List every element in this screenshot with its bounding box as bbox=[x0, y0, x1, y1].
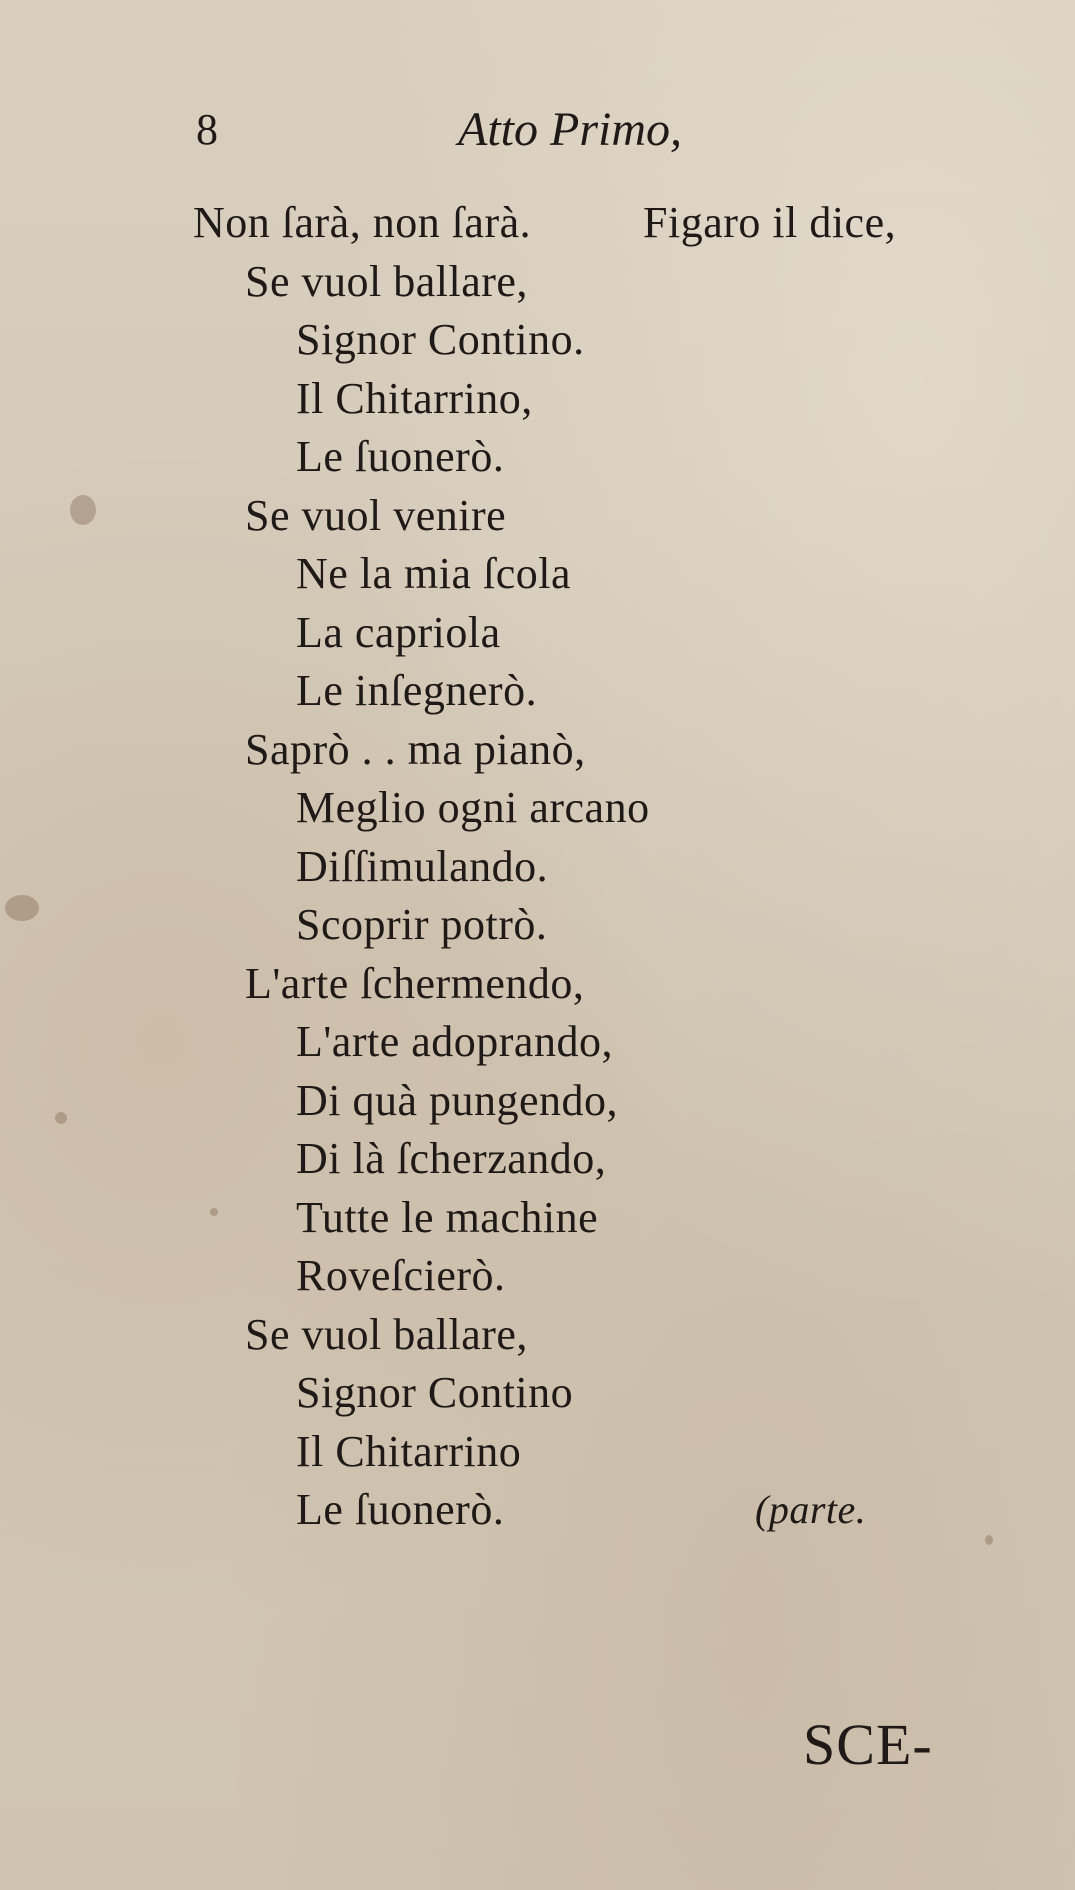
verse-line-text: Le ſuonerò. bbox=[296, 432, 505, 481]
verse-line-text: Meglio ogni arcano bbox=[296, 783, 650, 832]
verse-line bbox=[0, 662, 1075, 721]
verse-line-text: Di quà pungendo, bbox=[296, 1075, 619, 1125]
verse-line bbox=[0, 311, 1075, 370]
verse-line bbox=[0, 370, 1075, 429]
verse-line bbox=[0, 1189, 1075, 1248]
verse-line bbox=[0, 721, 1075, 780]
stage-direction: (parte. bbox=[755, 1487, 867, 1532]
verse-line bbox=[0, 428, 1075, 487]
page-number: 8 bbox=[196, 105, 218, 154]
verse-line bbox=[0, 1072, 1075, 1131]
verse-line bbox=[0, 604, 1075, 663]
verse-line bbox=[0, 1013, 1075, 1072]
verse-line bbox=[0, 1130, 1075, 1189]
verse-line-text: Le ſuonerò. bbox=[296, 1485, 505, 1534]
verse-line bbox=[0, 896, 1075, 955]
verse-line bbox=[0, 487, 1075, 546]
verse-line-text: L'arte adoprando, bbox=[296, 1017, 613, 1066]
verse-line-text: Non ſarà, non ſarà. bbox=[193, 198, 532, 247]
verse-line-text: Se vuol ballare, bbox=[245, 1309, 528, 1359]
verse-line-text: Signor Contino bbox=[296, 1368, 574, 1417]
verse-line bbox=[0, 838, 1075, 897]
verse-line-text: La capriola bbox=[296, 607, 501, 657]
page-header bbox=[0, 100, 1075, 160]
verse-line-text: Scoprir potrò. bbox=[296, 900, 548, 949]
verse-line bbox=[0, 545, 1075, 604]
verse-line-text: Diſſimulando. bbox=[296, 841, 549, 891]
verse-line bbox=[0, 1481, 1075, 1540]
verse-line-text: Se vuol venire bbox=[245, 490, 507, 540]
verse-line-text: Le inſegnerò. bbox=[296, 666, 538, 715]
verse-line bbox=[0, 1306, 1075, 1365]
verse-line bbox=[0, 194, 1075, 253]
verse-line-text: Roveſcierò. bbox=[296, 1251, 506, 1300]
verse-line-text: Di là ſcherzando, bbox=[296, 1134, 607, 1183]
verse-line bbox=[0, 253, 1075, 312]
verse-line-text: Saprò . . ma pianò, bbox=[245, 724, 586, 774]
verse-line-text: Il Chitarrino, bbox=[296, 373, 533, 423]
verse-line bbox=[0, 779, 1075, 838]
running-head: Atto Primo, bbox=[458, 103, 682, 156]
verse-line bbox=[0, 1247, 1075, 1306]
verse-line bbox=[0, 1364, 1075, 1423]
verse-line-text: Il Chitarrino bbox=[296, 1426, 522, 1476]
verse-line-text: Signor Contino. bbox=[296, 315, 585, 364]
verse-line bbox=[0, 1423, 1075, 1482]
verse-line bbox=[0, 955, 1075, 1014]
verse-line-text: Ne la mia ſcola bbox=[296, 549, 572, 598]
catchword: SCE- bbox=[803, 1712, 933, 1777]
verse-block bbox=[0, 194, 1075, 1540]
verse-line-text: Tutte le machine bbox=[296, 1192, 599, 1242]
verse-line-text: L'arte ſchermendo, bbox=[245, 958, 585, 1008]
verse-line-continuation: Figaro il dice, bbox=[643, 198, 897, 247]
verse-line-text: Se vuol ballare, bbox=[245, 256, 528, 306]
